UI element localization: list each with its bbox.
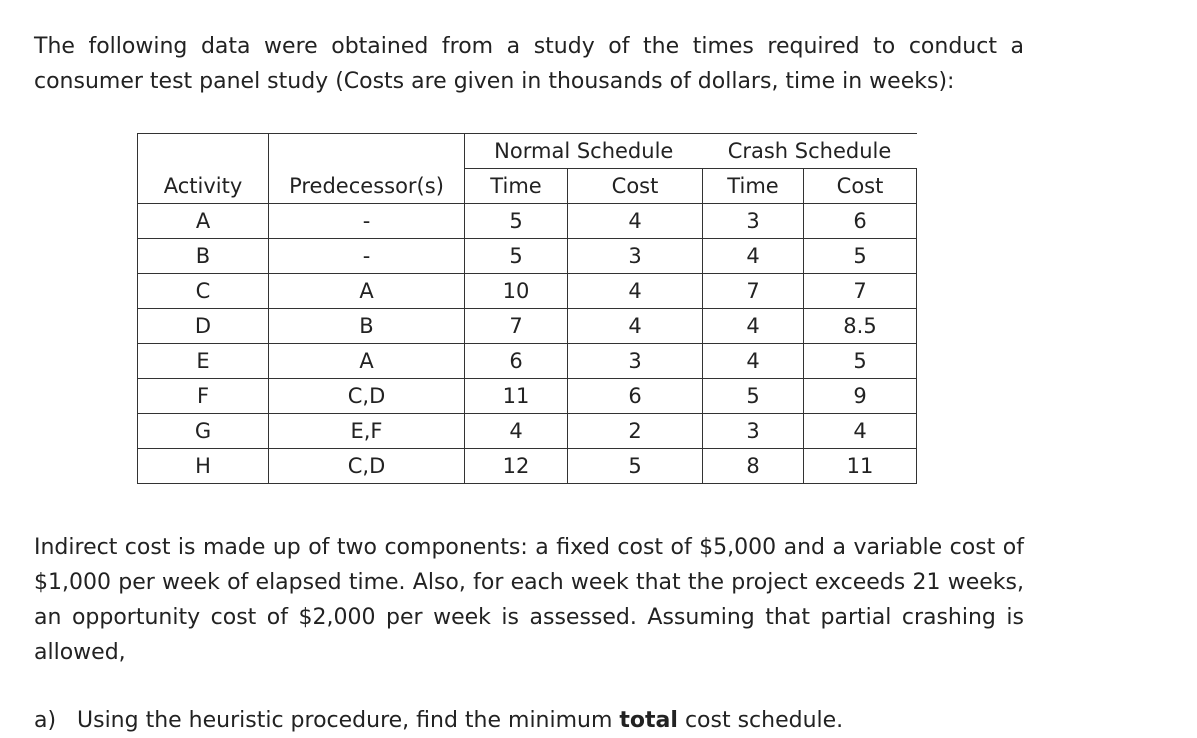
- predecessor-cell: A: [269, 274, 465, 309]
- predecessor-cell: C,D: [269, 379, 465, 414]
- normal-cost-cell: 3: [568, 344, 703, 379]
- table-row: [138, 414, 917, 449]
- crash-time-cell: 3: [703, 204, 804, 239]
- crash-cost-cell: 4: [804, 414, 917, 449]
- predecessor-cell: B: [269, 309, 465, 344]
- question-a: [34, 703, 843, 738]
- normal-cost-cell: 4: [568, 309, 703, 344]
- crash-time-cell: 4: [703, 309, 804, 344]
- activity-cell: A: [138, 204, 269, 239]
- crash-cost-cell: 7: [804, 274, 917, 309]
- question-text-post: cost schedule.: [677, 708, 844, 733]
- activity-cell: E: [138, 344, 269, 379]
- predecessor-cell: A: [269, 344, 465, 379]
- normal-cost-cell: 3: [568, 239, 703, 274]
- column-header: Time: [465, 169, 568, 204]
- empty-header-cell: [269, 134, 465, 169]
- column-header: Cost: [568, 169, 703, 204]
- crash-cost-cell: 8.5: [804, 309, 917, 344]
- crash-cost-cell: 5: [804, 239, 917, 274]
- activity-cell: G: [138, 414, 269, 449]
- crash-time-cell: 4: [703, 239, 804, 274]
- normal-time-cell: 10: [465, 274, 568, 309]
- activity-table: [137, 133, 917, 484]
- crash-schedule-header: Crash Schedule: [703, 134, 917, 169]
- predecessor-cell: E,F: [269, 414, 465, 449]
- normal-time-cell: 4: [465, 414, 568, 449]
- normal-time-cell: 7: [465, 309, 568, 344]
- activity-cell: H: [138, 449, 269, 484]
- column-header: Cost: [804, 169, 917, 204]
- predecessor-cell: C,D: [269, 449, 465, 484]
- question-text-bold: total: [619, 708, 678, 733]
- normal-cost-cell: 2: [568, 414, 703, 449]
- table-row: [138, 449, 917, 484]
- crash-time-cell: 3: [703, 414, 804, 449]
- crash-time-cell: 5: [703, 379, 804, 414]
- crash-cost-cell: 9: [804, 379, 917, 414]
- normal-time-cell: 11: [465, 379, 568, 414]
- normal-time-cell: 5: [465, 239, 568, 274]
- column-header: Activity: [138, 169, 269, 204]
- activity-cell: C: [138, 274, 269, 309]
- normal-schedule-header: Normal Schedule: [465, 134, 703, 169]
- normal-time-cell: 5: [465, 204, 568, 239]
- crash-time-cell: 4: [703, 344, 804, 379]
- crash-time-cell: 7: [703, 274, 804, 309]
- predecessor-cell: -: [269, 204, 465, 239]
- intro-paragraph: The following data were obtained from a study of the times required to conduct a consumer test panel study (Costs are given in thousands of dollars, time in weeks):: [34, 34, 1024, 94]
- normal-cost-cell: 4: [568, 274, 703, 309]
- question-label: a): [34, 708, 57, 733]
- table-row: [138, 239, 917, 274]
- normal-cost-cell: 6: [568, 379, 703, 414]
- normal-time-cell: 12: [465, 449, 568, 484]
- crash-cost-cell: 11: [804, 449, 917, 484]
- table-group-header-row: [138, 134, 917, 169]
- normal-cost-cell: 5: [568, 449, 703, 484]
- crash-cost-cell: 6: [804, 204, 917, 239]
- question-text-pre: Using the heuristic procedure, find the minimum: [77, 708, 620, 733]
- indirect-cost-paragraph: Indirect cost is made up of two components: a fixed cost of $5,000 and a variable cost of $1,000 per week of elapsed time. Also, for each week that the project exceeds 21 weeks, an opportunity cost of $2,000 per week is assessed. Assuming that partial crashing is allowed,: [34, 535, 1024, 665]
- table-column-header-row: [138, 169, 917, 204]
- table-row: [138, 274, 917, 309]
- table-row: [138, 379, 917, 414]
- activity-cell: B: [138, 239, 269, 274]
- table-row: [138, 204, 917, 239]
- column-header: Predecessor(s): [269, 169, 465, 204]
- crash-cost-cell: 5: [804, 344, 917, 379]
- activity-cell: F: [138, 379, 269, 414]
- normal-time-cell: 6: [465, 344, 568, 379]
- crash-time-cell: 8: [703, 449, 804, 484]
- table-row: [138, 309, 917, 344]
- activity-cell: D: [138, 309, 269, 344]
- empty-header-cell: [138, 134, 269, 169]
- normal-cost-cell: 4: [568, 204, 703, 239]
- predecessor-cell: -: [269, 239, 465, 274]
- table-row: [138, 344, 917, 379]
- column-header: Time: [703, 169, 804, 204]
